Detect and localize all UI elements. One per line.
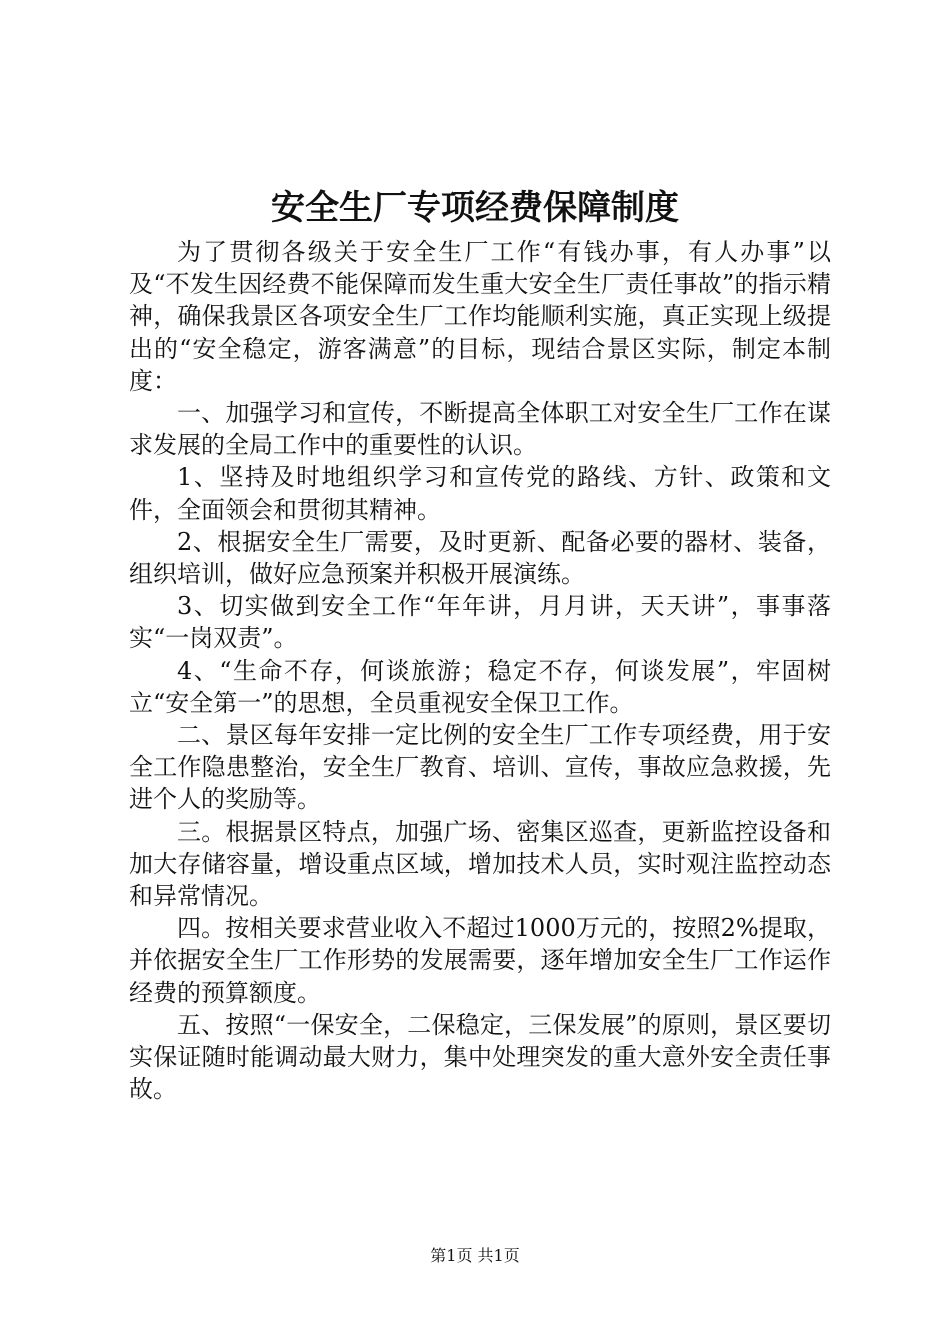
page-title: 安全生厂专项经费保障制度 bbox=[271, 188, 679, 228]
paragraph-section-3: 三。根据景区特点，加强广场、密集区巡查，更新监控设备和加大存储容量，增设重点区域，增加技术人员，实时观注监控动态和异常情况。 bbox=[129, 817, 831, 911]
page-footer: 第1页 共1页 bbox=[430, 1246, 520, 1265]
paragraph-item-1: 1、坚持及时地组织学习和宣传党的路线、方针、政策和文件，全面领会和贯彻其精神。 bbox=[129, 463, 831, 524]
paragraph-intro: 为了贯彻各级关于安全生厂工作“有钱办事，有人办事”以及“不发生因经费不能保障而发生重大安全生厂责任事故”的指示精神，确保我景区各项安全生厂工作均能顺利实施，真正实现上级提出的“安全稳定，游客满意”的目标，现结合景区实际，制定本制度： bbox=[129, 238, 831, 395]
paragraph-section-5: 五、按照“一保安全，二保稳定，三保发展”的原则，景区要切实保证随时能调动最大财力，集中处理突发的重大意外安全责任事故。 bbox=[129, 1010, 831, 1104]
document-body bbox=[129, 236, 831, 1105]
paragraph-item-2: 2、根据安全生厂需要，及时更新、配备必要的器材、装备，组织培训，做好应急预案并积极开展演练。 bbox=[129, 527, 831, 589]
paragraph-item-4: 4、“生命不存，何谈旅游；稳定不存，何谈发展”，牢固树立“安全第一”的思想，全员重视安全保卫工作。 bbox=[129, 656, 831, 717]
paragraph-item-3: 3、切实做到安全工作“年年讲，月月讲，天天讲”，事事落实“一岗双责”。 bbox=[129, 592, 831, 653]
paragraph-section-1: 一、加强学习和宣传，不断提高全体职工对安全生厂工作在谋求发展的全局工作中的重要性的认识。 bbox=[129, 399, 831, 460]
paragraph-section-4: 四。按相关要求营业收入不超过1000万元的，按照2%提取，并依据安全生厂工作形势的发展需要，逐年增加安全生厂工作运作经费的预算额度。 bbox=[129, 914, 831, 1007]
paragraph-section-2: 二、景区每年安排一定比例的安全生厂工作专项经费，用于安全工作隐患整治，安全生厂教育、培训、宣传，事故应急救援，先进个人的奖励等。 bbox=[129, 721, 831, 814]
